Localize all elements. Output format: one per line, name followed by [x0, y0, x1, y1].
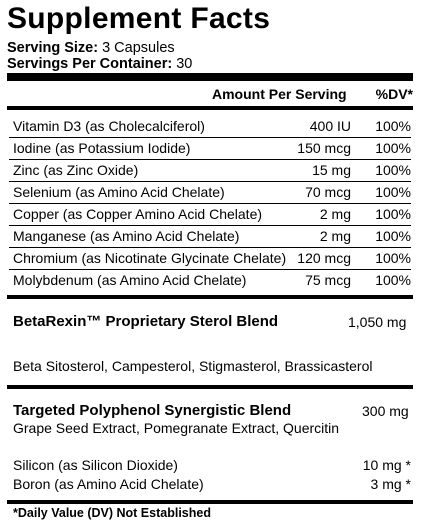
serving-size-value: 3 Capsules — [102, 40, 175, 56]
nutrient-name: Manganese (as Amino Acid Chelate) — [13, 228, 240, 244]
nutrient-dv: 100% — [375, 140, 411, 156]
nutrient-name: Selenium (as Amino Acid Chelate) — [13, 184, 225, 200]
sterol-blend-title: BetaRexin™ Proprietary Sterol Blend — [13, 313, 279, 330]
nutrient-amount: 150 mcg — [297, 140, 351, 156]
nutrient-dv: 100% — [375, 118, 411, 134]
polyphenol-blend-title: Targeted Polyphenol Synergistic Blend — [13, 402, 292, 419]
other-ingredient-name: Silicon (as Silicon Dioxide) — [13, 457, 178, 473]
nutrient-amount: 2 mg — [319, 206, 351, 222]
servings-per-container — [7, 56, 192, 72]
nutrient-row — [13, 138, 413, 159]
other-ingredient-amount: 3 mg * — [370, 476, 411, 492]
nutrient-name: Zinc (as Zinc Oxide) — [13, 162, 139, 178]
nutrient-amount: 120 mcg — [297, 250, 351, 266]
nutrient-amount: 75 mcg — [305, 272, 351, 288]
servings-per-container-value: 30 — [176, 56, 193, 72]
nutrient-dv: 100% — [375, 272, 411, 288]
footer-divider — [7, 500, 413, 504]
other-ingredient-row — [13, 474, 413, 495]
header-divider — [7, 106, 413, 110]
nutrient-amount: 2 mg — [319, 228, 351, 244]
nutrient-dv: 100% — [375, 162, 411, 178]
amount-per-serving-header: Amount Per Serving — [212, 86, 347, 102]
nutrient-name: Chromium (as Nicotinate Glycinate Chelate) — [13, 250, 287, 266]
nutrient-row — [13, 270, 413, 291]
other-ingredient-name: Boron (as Amino Acid Chelate) — [13, 476, 204, 492]
nutrient-row — [13, 204, 413, 225]
nutrient-name: Copper (as Copper Amino Acid Chelate) — [13, 206, 263, 222]
sterol-blend-amount: 1,050 mg — [348, 314, 407, 330]
nutrient-name: Molybdenum (as Amino Acid Chelate) — [13, 272, 247, 288]
sterol-blend-ingredients: Beta Sitosterol, Campesterol, Stigmasterol, Brassicasterol — [13, 358, 373, 374]
panel-title: Supplement Facts — [7, 2, 271, 35]
nutrient-dv: 100% — [375, 228, 411, 244]
other-ingredient-amount: 10 mg * — [362, 457, 411, 473]
nutrient-row — [13, 226, 413, 247]
daily-value-header: %DV* — [375, 86, 413, 102]
nutrient-dv: 100% — [375, 206, 411, 222]
nutrient-amount: 400 IU — [309, 118, 351, 134]
daily-value-footnote: *Daily Value (DV) Not Established — [13, 506, 211, 520]
top-thick-divider — [7, 73, 413, 81]
nutrient-row — [13, 160, 413, 181]
nutrient-row — [13, 182, 413, 203]
supplement-facts-panel — [7, 0, 413, 527]
serving-size — [7, 40, 175, 56]
nutrient-dv: 100% — [375, 250, 411, 266]
nutrient-row — [13, 248, 413, 269]
nutrient-name: Iodine (as Potassium Iodide) — [13, 140, 191, 156]
nutrient-amount: 15 mg — [312, 162, 351, 178]
nutrient-row — [13, 116, 413, 137]
sterol-blend-divider — [7, 385, 413, 389]
nutrients-bottom-divider — [7, 295, 413, 299]
nutrient-dv: 100% — [375, 184, 411, 200]
serving-size-label: Serving Size: — [7, 40, 99, 56]
polyphenol-blend-ingredients: Grape Seed Extract, Pomegranate Extract, Quercitin — [13, 420, 340, 436]
nutrient-name: Vitamin D3 (as Cholecalciferol) — [13, 118, 205, 134]
other-ingredient-row — [13, 455, 413, 476]
polyphenol-blend-amount: 300 mg — [362, 403, 409, 419]
nutrient-amount: 70 mcg — [305, 184, 351, 200]
servings-per-container-label: Servings Per Container: — [7, 56, 173, 72]
